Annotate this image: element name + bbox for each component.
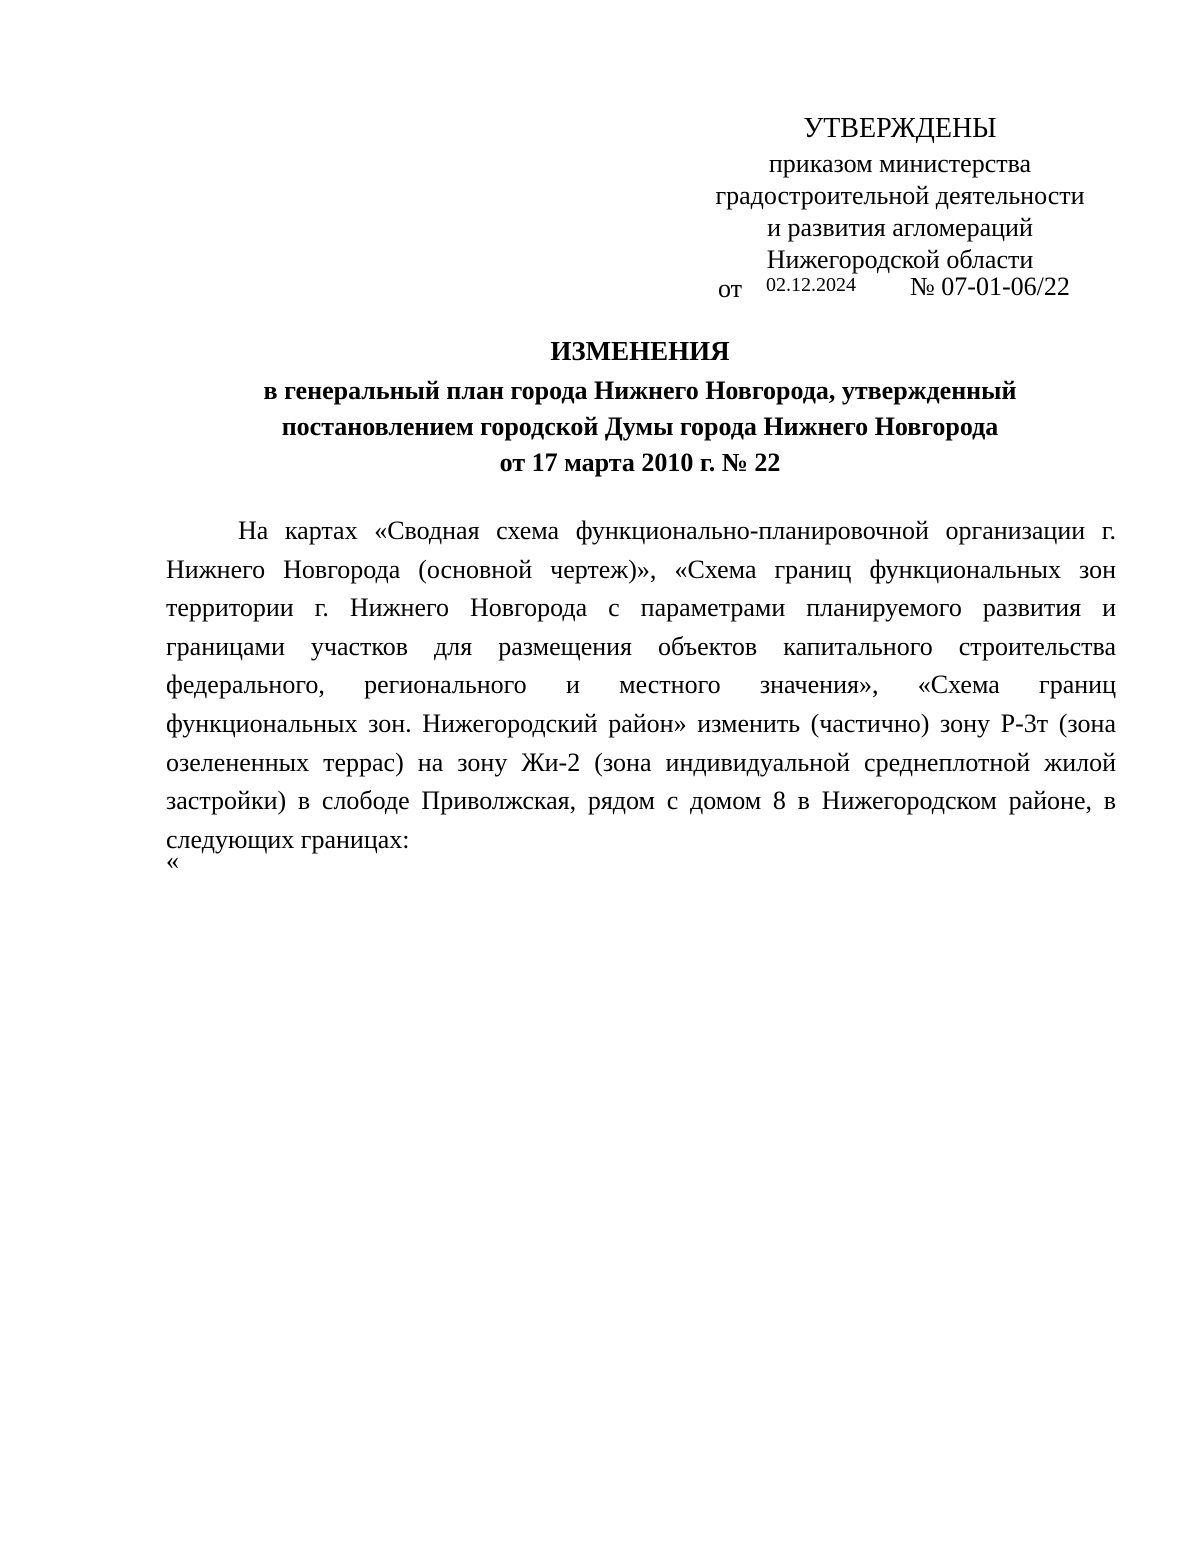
approval-line: приказом министерства xyxy=(768,149,1032,178)
approval-line: градостроительной деятельности xyxy=(715,181,1085,210)
title-line: постановлением городской Думы города Нижнего Новгорода xyxy=(281,412,999,441)
title-line: от 17 марта 2010 г. № 22 xyxy=(499,448,781,477)
title-heading: ИЗМЕНЕНИЯ xyxy=(550,336,730,366)
order-date-number xyxy=(718,272,1098,306)
opening-quote-mark: « xyxy=(166,846,179,875)
title-line: в генеральный план города Нижнего Новгорода, утвержденный xyxy=(263,376,1017,405)
approval-heading: УТВЕРЖДЕНЫ xyxy=(803,113,997,144)
approval-block xyxy=(690,112,1110,276)
body-paragraph: На картах «Сводная схема функционально-планировочной организации г. Нижнего Новгорода (основной чертеж)», «Схема границ функциональных зон территории г. Нижнего Новгорода с параметрами планируемого развития и границами участков для размещения объектов капитального строительства федерального, регионального и местного значения», «Схема границ функциональных зон. Нижегородский район» изменить (частично) зону Р-3т (зона озелененных террас) на зону Жи-2 (зона индивидуальной среднеплотной жилой застройки) в слободе Приволжская, рядом с домом 8 в Нижегородском районе, в следующих границах: xyxy=(166,516,1116,854)
approval-line: Нижегородской области xyxy=(766,245,1034,274)
date-prefix: от xyxy=(718,274,743,303)
document-title xyxy=(140,333,1140,481)
approval-line: и развития агломераций xyxy=(767,213,1033,242)
order-date: 02.12.2024 xyxy=(766,274,856,296)
order-number: № 07-01-06/22 xyxy=(910,272,1070,301)
